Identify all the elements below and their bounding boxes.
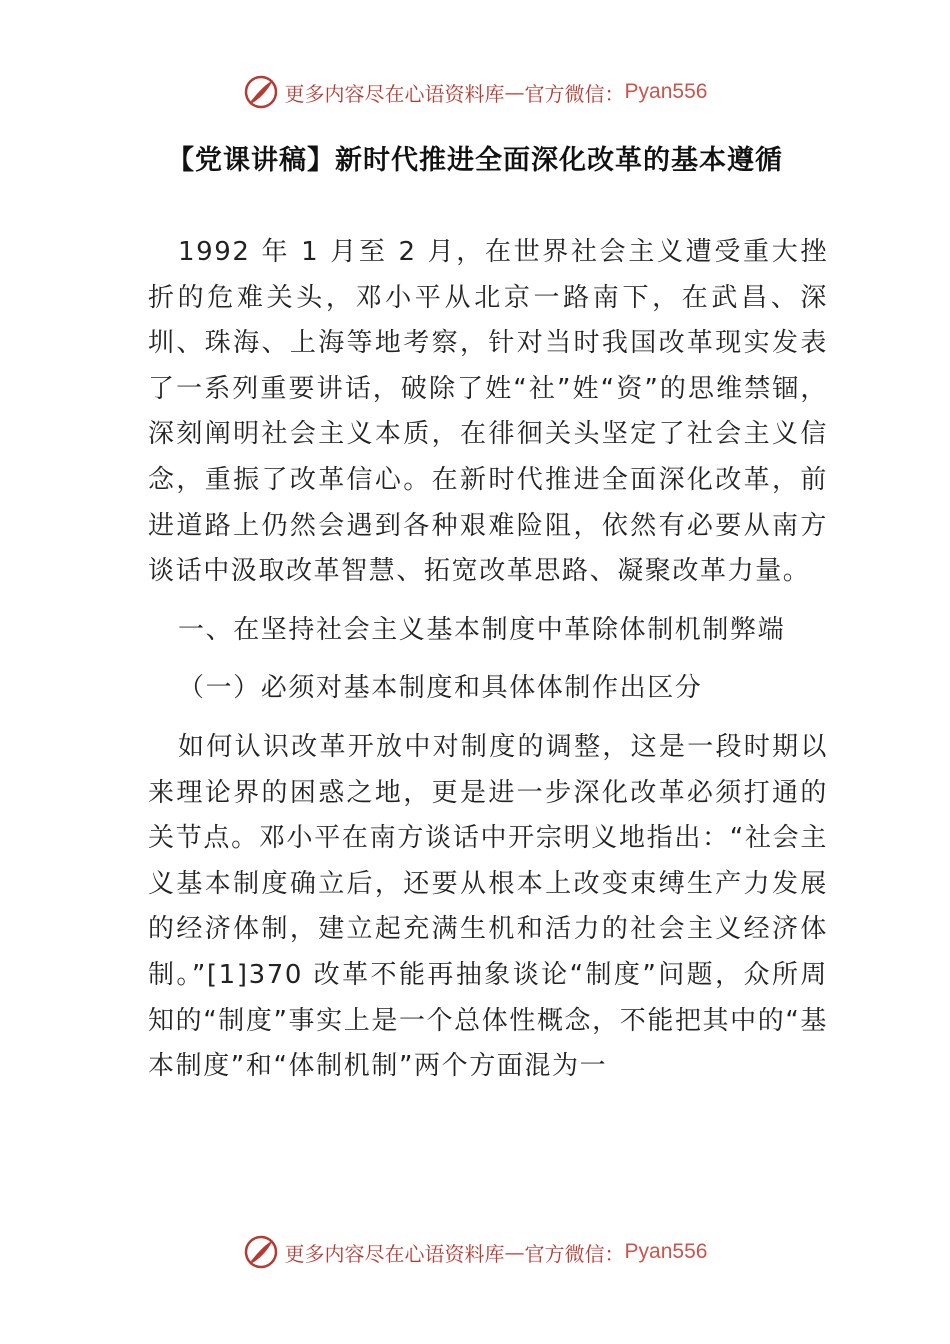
- intro-paragraph: 1992 年 1 月至 2 月，在世界社会主义遭受重大挫折的危难关头，邓小平从北京一路南下，在武昌、深圳、珠海、上海等地考察，针对当时我国改革现实发表了一系列重要讲话，破除了姓“社”姓“资”的思维禁锢，深刻阐明社会主义本质，在徘徊关头坚定了社会主义信念，重振了改革信心。在新时代推进全面深化改革，前进道路上仍然会遇到各种艰难险阻，依然有必要从南方谈话中汲取改革智慧、拓宽改革思路、凝聚改革力量。: [148, 237, 828, 587]
- footer-banner: [0, 1230, 950, 1274]
- quill-pen-icon: [243, 1234, 279, 1270]
- banner-lead-text: 更多内容尽在心语资料库: [284, 1241, 505, 1266]
- banner-wechat-id: Pyan556: [624, 80, 708, 103]
- banner-wechat-id: Pyan556: [624, 1240, 708, 1263]
- banner-wechat-label: 官方微信：: [524, 81, 625, 106]
- banner-wechat-label: 官方微信：: [524, 1241, 625, 1266]
- section-heading: 一、在坚持社会主义基本制度中革除体制机制弊端: [178, 614, 786, 645]
- body-paragraph: 如何认识改革开放中对制度的调整，这是一段时期以来理论界的困惑之地，更是进一步深化改革必须打通的关节点。邓小平在南方谈话中开宗明义地指出：“社会主义基本制度确立后，还要从根本上改变束缚生产力发展的经济体制，建立起充满生机和活力的社会主义经济体制。”[1]370 改革不能再抽象谈论“制度”问题，众所周知的“制度”事实上是一个总体性概念，不能把其中的“基本制度”和“体制机制”两个方面混为一: [148, 731, 829, 1082]
- header-banner: [0, 70, 950, 114]
- subsection-heading: （一）必须对基本制度和具体体制作出区分: [178, 673, 703, 704]
- banner-dash: —: [504, 80, 525, 104]
- banner-dash: —: [504, 1240, 525, 1264]
- document-title: 【党课讲稿】新时代推进全面深化改革的基本遵循: [167, 145, 783, 176]
- quill-pen-icon: [243, 74, 279, 110]
- document-body: [148, 230, 828, 1103]
- banner-lead-text: 更多内容尽在心语资料库: [284, 81, 505, 106]
